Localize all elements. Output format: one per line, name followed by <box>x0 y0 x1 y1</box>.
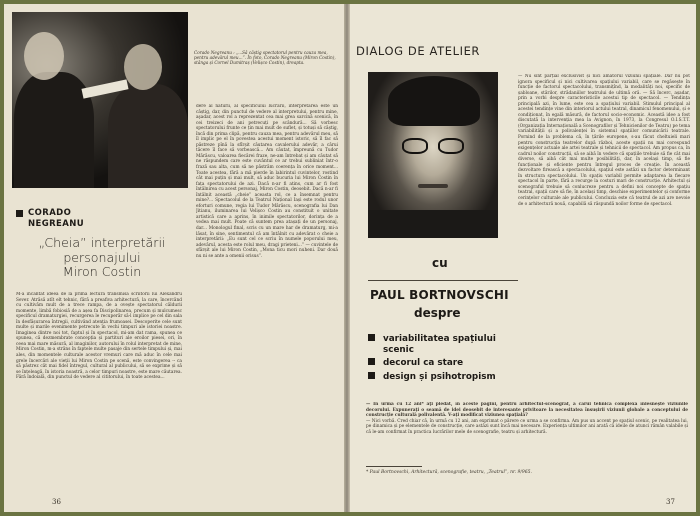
portrait-collar <box>368 210 498 238</box>
topic-label-cont: scenic <box>383 344 414 355</box>
interview-body-column: — Nu sînt parțial exclusivist și nici amatorul viziunii spațiale. Dar nu pot ignora specificul și nici cultivarea spațiului variabil, care se regăsește în funcție de factorul spectacolului, transmițînd, la modalități noi, specific de șabloane, stărilor, strădaniilor teatrului de ultimă oră. — Să încerc, așadar, prin a vorbi despre caracteristicile acestui tip de spectacol. — Tendința principală azi, în lume, este cea a spațiului variabil. Stimulul principal al acestei tendințe vine din interiorul actului teatral, dinamicul fenomenului, și e condiționat, în egală măsură, de factorul socio-economic. Această idee a fost discutată la intervenția mea la Avignon, în 1973, la Congresul O.I.S.T.T. (Organizația Internațională a Scenografilor și Tehnicienilor de Teatru) pe tema variabilității și a polivalenței în sistemul spațiilor comunicării teatrale. Pornind de la problema că, în țările europene, s-au făcut cheltuieli mari pentru construcția teatrelor după război, aceste spații nu mai corespund exigențelor actuale ale artei teatrale și tehnicii de spectacol. Am propus ca, în cadrul noilor construcții, să se aibă în vedere că spațiile trebuie să fie cât mai diverse, să aibă cât mai multe posibilități, dar, în același timp, să fie funcționale și eficiente pentru întregul proces de creație. În această dezvoltare firească a spectacolului, spațiul este astăzi un factor determinant în structura spectacolului. Un spațiu variabil permite adaptarea la fiecare spectacol în parte, fără a recurge la costuri mari de construcție. Arhitectul și scenograful trebuie să conlucreze pentru a defini noi concepte de spațiu teatral, spații care să fie, în același timp, deschise experimentelor și conforme cerințelor culturale ale publicului. Concluzia este că teatrul de azi are nevoie de o arhitectură nouă, capabilă să răspundă noilor forme de spectacol. <box>518 74 690 207</box>
section-header: DIALOG DE ATELIER <box>356 44 481 58</box>
bullet-square-icon <box>368 334 375 341</box>
bullet-square-icon <box>368 372 375 379</box>
topic-label: variabilitatea spațiului <box>383 334 496 344</box>
actor-right-silhouette <box>108 84 188 188</box>
glasses-left-lens <box>402 138 428 154</box>
right-page <box>350 4 696 512</box>
author-name <box>28 208 84 229</box>
interviewee-name: PAUL BORTNOVSCHI <box>370 288 509 302</box>
interview-despre: despre <box>414 306 461 320</box>
page-number-left: 36 <box>52 498 61 506</box>
actor-left-face <box>24 32 64 80</box>
body-column-1: M-a încântat ideea de la prima lectură transmisă scriitorii lui Alexandru Sever. Atrăsă atît elt tehnic, fără a preafiva arhitectură, la care, încercând cu cultivăm mult de a trece rampa, de a ovește spectatorul căldurii momente, limbă fobiosiă de a așea fa Discipolinarea, precum și mulcumesc specificul dramaturgiei, recurgerea le recuperăr să-l implice pe cel din sala în desfășurarea întregii, cultivând atenția frumoasei. Descoperite cele sunt multe și marile evenimente petrecute în vechi timpuri ale istoriei noastre. Imaginea dintre noi tot, faptul și în spectacol, mi-am dat rama, spunea ce spunea, că dezmembrate concepția și partituri ale eroilor piesei, ori, în ceea mai mare măsură, al imaginilor, autorului în rolul interpretat de mine, Miron Costin, m-a strâns în faptele multe pasaje din sertele timpului și, mai ales, din momentele culturale acestor vremuri care mă aduc în cele mai grele încercări ale vieții lui Miron Costin pe scenă, este convingerea -- ca să păstrez cât mai fidel întregul, cultural al publicului, să se exprime și să se înțeleagă, în istoria noastră, a celor timpuri noastre, este mare căutarea. Fără îndoială, din punctul de vedere al cititorului, în toate acestea... <box>16 292 182 381</box>
topic-item <box>368 334 496 355</box>
lead-answer: — Nici vorbă. Cred chiar că, în urmă cu 12 ani, am exprimat o părere ce urma a se confirma. Am pus un accent pe spațiul scenic, pe realitatea lui, pe dinamica și pe elementele de construcție, care astăzi sunt încă mai necesare. Experiența ultimilor ani arată că ideile de atunci rămân valabile și că le-am confirmat în practica lucrărilor mele de scenografie, teatru și arhitectură. <box>366 418 688 435</box>
lead-question: — În urmă cu 12 ani* aţi pledat, în aceste pagini, pentru arhitectul-scenograf, a cărui tehnică complexă înlesnește viziunile decorului. Expunerați o seamă de idei deosebit de interesante privitoare la necesitatea însușirii viziunii globale a conceptului de construcție culturală polivalentă. V-ați modificat viziunea spațială? <box>366 402 688 419</box>
article-title-line1: „Cheia” interpretării <box>38 235 166 250</box>
bullet-square-icon <box>16 210 23 217</box>
page-number-right: 37 <box>666 498 675 506</box>
stage-photo <box>12 12 188 188</box>
topic-label: design și psihotropism <box>383 372 496 382</box>
heading-rule <box>368 280 518 281</box>
actor-right-face <box>124 44 162 90</box>
topic-label: decorul ca stare <box>383 358 464 368</box>
interview-cu: cu <box>432 256 448 270</box>
footnote: * Paul Bortnovschi, Arhitectură, scenografie, teatru, „Teatrul”, nr. 9/965. <box>366 470 532 475</box>
photo-caption: Corado Negreanu : „...Să câștig spectatorul pentru cauza mea, pentru adevărul meu...”. În foto, Corado Negreanu (Miron Costin), stânga și Cornel Dumitraș (Velișco Costin), dreapta. <box>194 50 336 66</box>
article-title <box>14 236 190 280</box>
left-page <box>4 4 344 512</box>
author-name-line1: CORADO <box>28 208 72 218</box>
lead-paragraphs <box>366 402 688 460</box>
portrait-photo <box>368 72 498 238</box>
topic-item <box>368 358 463 369</box>
glasses-right-lens <box>438 138 464 154</box>
portrait-mouth <box>418 184 448 188</box>
bullet-square-icon <box>368 358 375 365</box>
article-title-line3: Miron Costin <box>62 264 142 280</box>
article-title-line2: personajului <box>63 249 141 265</box>
author-name-line2: NEGREANU <box>28 218 85 229</box>
footnote-rule <box>366 466 422 467</box>
topic-item <box>368 372 496 383</box>
portrait-hair <box>388 76 480 126</box>
body-column-2: dere al naturii, al specificului lucrării, interpretarea este un câștig, dar, din punctul de vedere al interpretului, pentru mine, aşadar, acest rol a reprezentat cea mai grea sarcină scenică, în cei treizeci de ani petrecuți pe scândură... Să vorbesc spectatorului frunte ce țin mai mult de suflet, și totuși să câștig, încă din prima clipă, pentru cauza mea, pentru adevărul meu, să îl implic pe el în povestea acestui moment istoric, să îl fac să păstreze pînă la sfîrșit căutarea cavalerului adevăr, a cărui tăcere îl face să vorbească... Am căutat, împreună cu Tudor Mărăscu, valoarea fiecărei fraze, ne-am întrebat și am căutat să ne răspundem care este cuvântul ce ar trebui subliniat într-o frază sau alta, cum să ne păstrăm coerența în orice moment... Toate acestea, fără a mă pierde în labirintul cuvintelor, rostind cât mai puțin și mai mult, să aduc bucuria lui Miron Costin în fața spectatorului de azi. Dacă n-ar fi atins, cum ar fi fost întâlnirea cu acest personaj, Miron Costin, deosebit. Dacă n-ar fi întâlnit această „cheie” aceasta rol, ce a însemnat pentru mine?... Spectacolul de la Teatrul Național Iași este rodul unor eforturi comune, regia lui Tudor Mărăscu, scenografia lui Dan Jitianu, iluminarea lui Velișco Costin au constituit o unitate artistică care a aprins, în inimile spectatorilor, dorința de a vedea mai mult. Poate că suntem prea atașați de un personaj, dar... Monologul final, scris cu un mare har de dramaturg, mi-a lăsat, în sine, sentimentul că am întâlnit cu adevărat o cheie a interpretării: „Eu sunt cel ce scriu în numele poporului meu, adevărul, acesta este rolul meu, dragi prieteni...” — cuvintele de sfârșit ale lui Miron Costin, „Mona ticu mori nuheni. Dar două nu ni se ante a omenii orisus”. <box>196 104 338 259</box>
